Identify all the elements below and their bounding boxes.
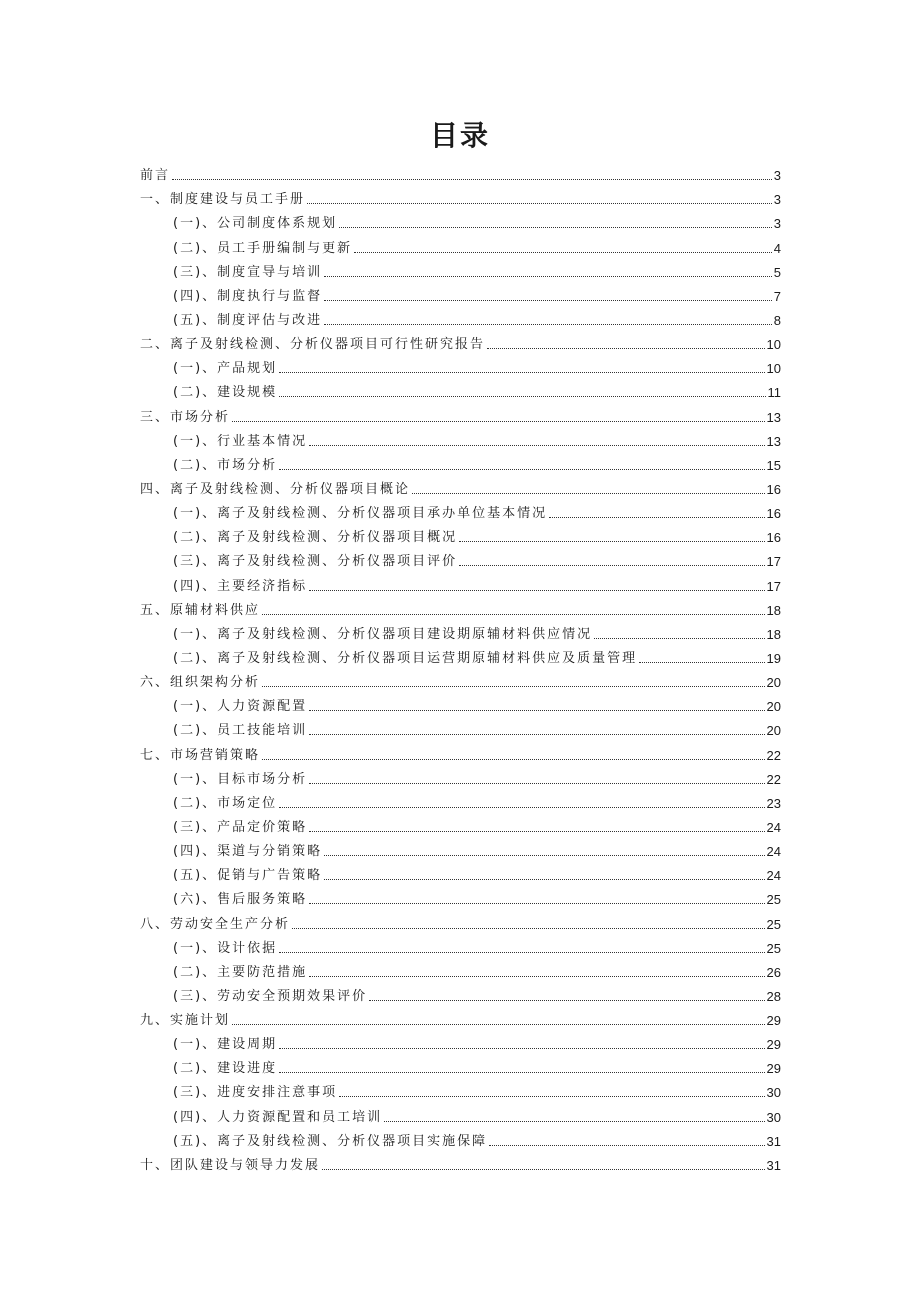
toc-entry-page-number: 25 <box>766 892 781 908</box>
dot-leader <box>279 806 764 808</box>
dot-leader <box>279 395 765 397</box>
dot-leader <box>354 251 772 253</box>
toc-entry-page-number: 29 <box>766 1013 781 1029</box>
toc-entry[interactable] <box>140 1029 781 1053</box>
dot-leader <box>292 927 765 929</box>
toc-entry-page-number: 16 <box>766 481 781 497</box>
toc-entry-page-number: 11 <box>767 385 781 401</box>
toc-entry-label: (一)、人力资源配置 <box>173 699 308 715</box>
toc-entry-label: 十、团队建设与领导力发展 <box>140 1157 321 1173</box>
dot-leader <box>412 492 765 494</box>
toc-entry-label: (三)、产品定价策略 <box>173 819 308 835</box>
toc-entry[interactable] <box>140 715 781 739</box>
toc-entry[interactable] <box>140 377 781 401</box>
toc-entry-label: (三)、进度安排注意事项 <box>173 1085 338 1101</box>
toc-entry-page-number: 29 <box>766 1037 781 1053</box>
toc-entry-label: (二)、主要防范措施 <box>173 964 308 980</box>
dot-leader <box>232 420 765 422</box>
toc-entry-page-number: 16 <box>766 506 781 522</box>
toc-entry-page-number: 17 <box>766 554 781 570</box>
toc-entry-label: (一)、离子及射线检测、分析仪器项目承办单位基本情况 <box>173 506 548 522</box>
toc-entry[interactable] <box>140 908 781 932</box>
toc-entry-label: (二)、市场分析 <box>173 457 278 473</box>
dot-leader <box>309 733 764 735</box>
toc-entry-page-number: 18 <box>766 602 781 618</box>
dot-leader <box>172 178 772 180</box>
toc-entry-page-number: 15 <box>766 457 781 473</box>
dot-leader <box>639 661 764 663</box>
toc-entry-label: (四)、人力资源配置和员工培训 <box>173 1109 383 1125</box>
toc-entry-label: 二、离子及射线检测、分析仪器项目可行性研究报告 <box>140 337 486 353</box>
dot-leader <box>309 902 764 904</box>
toc-entry[interactable] <box>140 860 781 884</box>
toc-entry-page-number: 22 <box>766 747 781 763</box>
toc-entry-label: (二)、离子及射线检测、分析仪器项目运营期原辅材料供应及质量管理 <box>173 650 638 666</box>
toc-entry[interactable] <box>140 981 781 1005</box>
toc-entry-label: (三)、劳动安全预期效果评价 <box>173 988 368 1004</box>
dot-leader <box>309 975 764 977</box>
toc-entry[interactable] <box>140 232 781 256</box>
dot-leader <box>324 878 764 880</box>
toc-entry-page-number: 20 <box>766 723 781 739</box>
toc-entry[interactable] <box>140 933 781 957</box>
dot-leader <box>324 323 772 325</box>
dot-leader <box>279 951 764 953</box>
dot-leader <box>384 1120 764 1122</box>
toc-entry-page-number: 30 <box>766 1109 781 1125</box>
dot-leader <box>262 685 765 687</box>
toc-entry[interactable] <box>140 836 781 860</box>
toc-entry-label: 七、市场营销策略 <box>140 747 261 763</box>
toc-entry[interactable] <box>140 450 781 474</box>
page-title: 目录 <box>429 119 490 152</box>
table-of-contents <box>140 160 781 1174</box>
toc-entry-label: (二)、建设进度 <box>173 1061 278 1077</box>
toc-entry-page-number: 17 <box>766 578 781 594</box>
toc-entry-page-number: 20 <box>766 699 781 715</box>
toc-entry-label: (五)、制度评估与改进 <box>173 312 323 328</box>
dot-leader <box>594 637 764 639</box>
toc-entry-page-number: 19 <box>766 650 781 666</box>
toc-entry-label: (二)、市场定位 <box>173 795 278 811</box>
toc-entry-label: (一)、设计依据 <box>173 940 278 956</box>
toc-entry-label: 四、离子及射线检测、分析仪器项目概论 <box>140 481 411 497</box>
toc-entry[interactable] <box>140 739 781 763</box>
toc-entry-label: (二)、离子及射线检测、分析仪器项目概况 <box>173 530 458 546</box>
toc-entry[interactable] <box>140 691 781 715</box>
toc-entry-label: (一)、公司制度体系规划 <box>173 216 338 232</box>
toc-entry-label: (一)、建设周期 <box>173 1037 278 1053</box>
toc-entry-page-number: 7 <box>773 288 781 304</box>
dot-leader <box>459 540 764 542</box>
toc-entry-label: (一)、行业基本情况 <box>173 433 308 449</box>
dot-leader <box>279 468 764 470</box>
toc-entry-page-number: 10 <box>766 337 781 353</box>
toc-entry-page-number: 13 <box>766 433 781 449</box>
toc-entry[interactable] <box>140 498 781 522</box>
toc-entry[interactable] <box>140 401 781 425</box>
toc-entry[interactable] <box>140 474 781 498</box>
toc-entry-page-number: 23 <box>766 795 781 811</box>
toc-entry-label: (一)、离子及射线检测、分析仪器项目建设期原辅材料供应情况 <box>173 626 593 642</box>
toc-entry-page-number: 24 <box>766 819 781 835</box>
toc-entry-page-number: 5 <box>773 264 781 280</box>
toc-entry-label: 九、实施计划 <box>140 1013 231 1029</box>
toc-entry[interactable] <box>140 643 781 667</box>
dot-leader <box>322 1168 765 1170</box>
toc-entry[interactable] <box>140 184 781 208</box>
toc-entry-label: 八、劳动安全生产分析 <box>140 916 291 932</box>
toc-entry-label: (三)、离子及射线检测、分析仪器项目评价 <box>173 554 458 570</box>
toc-entry[interactable] <box>140 1053 781 1077</box>
toc-entry-page-number: 22 <box>766 771 781 787</box>
toc-entry-label: (六)、售后服务策略 <box>173 892 308 908</box>
toc-entry[interactable] <box>140 208 781 232</box>
toc-entry-page-number: 3 <box>773 168 781 184</box>
toc-entry[interactable] <box>140 1126 781 1150</box>
toc-entry-page-number: 3 <box>773 216 781 232</box>
toc-entry-page-number: 10 <box>766 361 781 377</box>
toc-entry-label: 前言 <box>140 168 171 184</box>
toc-entry[interactable] <box>140 788 781 812</box>
toc-entry-label: 五、原辅材料供应 <box>140 602 261 618</box>
toc-entry[interactable] <box>140 884 781 908</box>
toc-entry-label: (二)、员工技能培训 <box>173 723 308 739</box>
toc-entry[interactable] <box>140 257 781 281</box>
toc-entry[interactable] <box>140 1077 781 1101</box>
dot-leader <box>309 709 764 711</box>
dot-leader <box>339 1095 764 1097</box>
dot-leader <box>339 226 772 228</box>
toc-entry-label: (四)、渠道与分销策略 <box>173 844 323 860</box>
toc-entry-page-number: 26 <box>766 964 781 980</box>
dot-leader <box>324 275 772 277</box>
toc-entry-page-number: 25 <box>766 940 781 956</box>
toc-entry[interactable] <box>140 595 781 619</box>
toc-entry-label: 六、组织架构分析 <box>140 675 261 691</box>
dot-leader <box>309 782 764 784</box>
dot-leader <box>309 830 764 832</box>
toc-entry[interactable] <box>140 764 781 788</box>
toc-entry-label: (一)、产品规划 <box>173 361 278 377</box>
toc-entry[interactable] <box>140 160 781 184</box>
toc-entry[interactable] <box>140 522 781 546</box>
toc-entry-page-number: 18 <box>766 626 781 642</box>
dot-leader <box>369 999 764 1001</box>
dot-leader <box>549 516 764 518</box>
toc-entry[interactable] <box>140 329 781 353</box>
toc-entry[interactable] <box>140 812 781 836</box>
toc-entry-label: (二)、建设规模 <box>173 385 278 401</box>
toc-entry[interactable] <box>140 957 781 981</box>
toc-entry[interactable] <box>140 1101 781 1125</box>
toc-entry[interactable] <box>140 1005 781 1029</box>
toc-entry-page-number: 31 <box>766 1133 781 1149</box>
toc-entry-label: (四)、主要经济指标 <box>173 578 308 594</box>
dot-leader <box>232 1023 765 1025</box>
toc-entry-label: 三、市场分析 <box>140 409 231 425</box>
toc-entry-page-number: 31 <box>766 1157 781 1173</box>
dot-leader <box>279 1071 764 1073</box>
dot-leader <box>324 854 764 856</box>
dot-leader <box>487 347 765 349</box>
dot-leader <box>307 202 772 204</box>
toc-entry[interactable] <box>140 619 781 643</box>
toc-entry-label: (三)、制度宣导与培训 <box>173 264 323 280</box>
dot-leader <box>309 589 764 591</box>
toc-entry-page-number: 13 <box>766 409 781 425</box>
toc-entry[interactable] <box>140 1150 781 1174</box>
toc-entry-page-number: 25 <box>766 916 781 932</box>
dot-leader <box>459 564 764 566</box>
toc-entry-page-number: 20 <box>766 675 781 691</box>
toc-entry-page-number: 8 <box>773 312 781 328</box>
toc-entry-page-number: 29 <box>766 1061 781 1077</box>
toc-entry-page-number: 24 <box>766 844 781 860</box>
toc-entry-page-number: 30 <box>766 1085 781 1101</box>
dot-leader <box>262 758 765 760</box>
toc-entry[interactable] <box>140 305 781 329</box>
toc-entry[interactable] <box>140 667 781 691</box>
toc-entry-page-number: 4 <box>773 240 781 256</box>
toc-entry[interactable] <box>140 426 781 450</box>
dot-leader <box>489 1144 764 1146</box>
toc-entry-label: (五)、离子及射线检测、分析仪器项目实施保障 <box>173 1133 488 1149</box>
dot-leader <box>324 299 772 301</box>
toc-entry-page-number: 28 <box>766 988 781 1004</box>
toc-entry[interactable] <box>140 546 781 570</box>
toc-entry-label: 一、制度建设与员工手册 <box>140 192 306 208</box>
toc-entry-page-number: 16 <box>766 530 781 546</box>
toc-entry-page-number: 24 <box>766 868 781 884</box>
dot-leader <box>279 371 764 373</box>
toc-entry-label: (二)、员工手册编制与更新 <box>173 240 353 256</box>
dot-leader <box>309 444 764 446</box>
toc-entry-label: (五)、促销与广告策略 <box>173 868 323 884</box>
toc-entry-label: (一)、目标市场分析 <box>173 771 308 787</box>
toc-entry[interactable] <box>140 353 781 377</box>
dot-leader <box>262 613 765 615</box>
toc-entry-label: (四)、制度执行与监督 <box>173 288 323 304</box>
toc-entry[interactable] <box>140 281 781 305</box>
dot-leader <box>279 1047 764 1049</box>
toc-entry-page-number: 3 <box>773 192 781 208</box>
toc-entry[interactable] <box>140 570 781 594</box>
